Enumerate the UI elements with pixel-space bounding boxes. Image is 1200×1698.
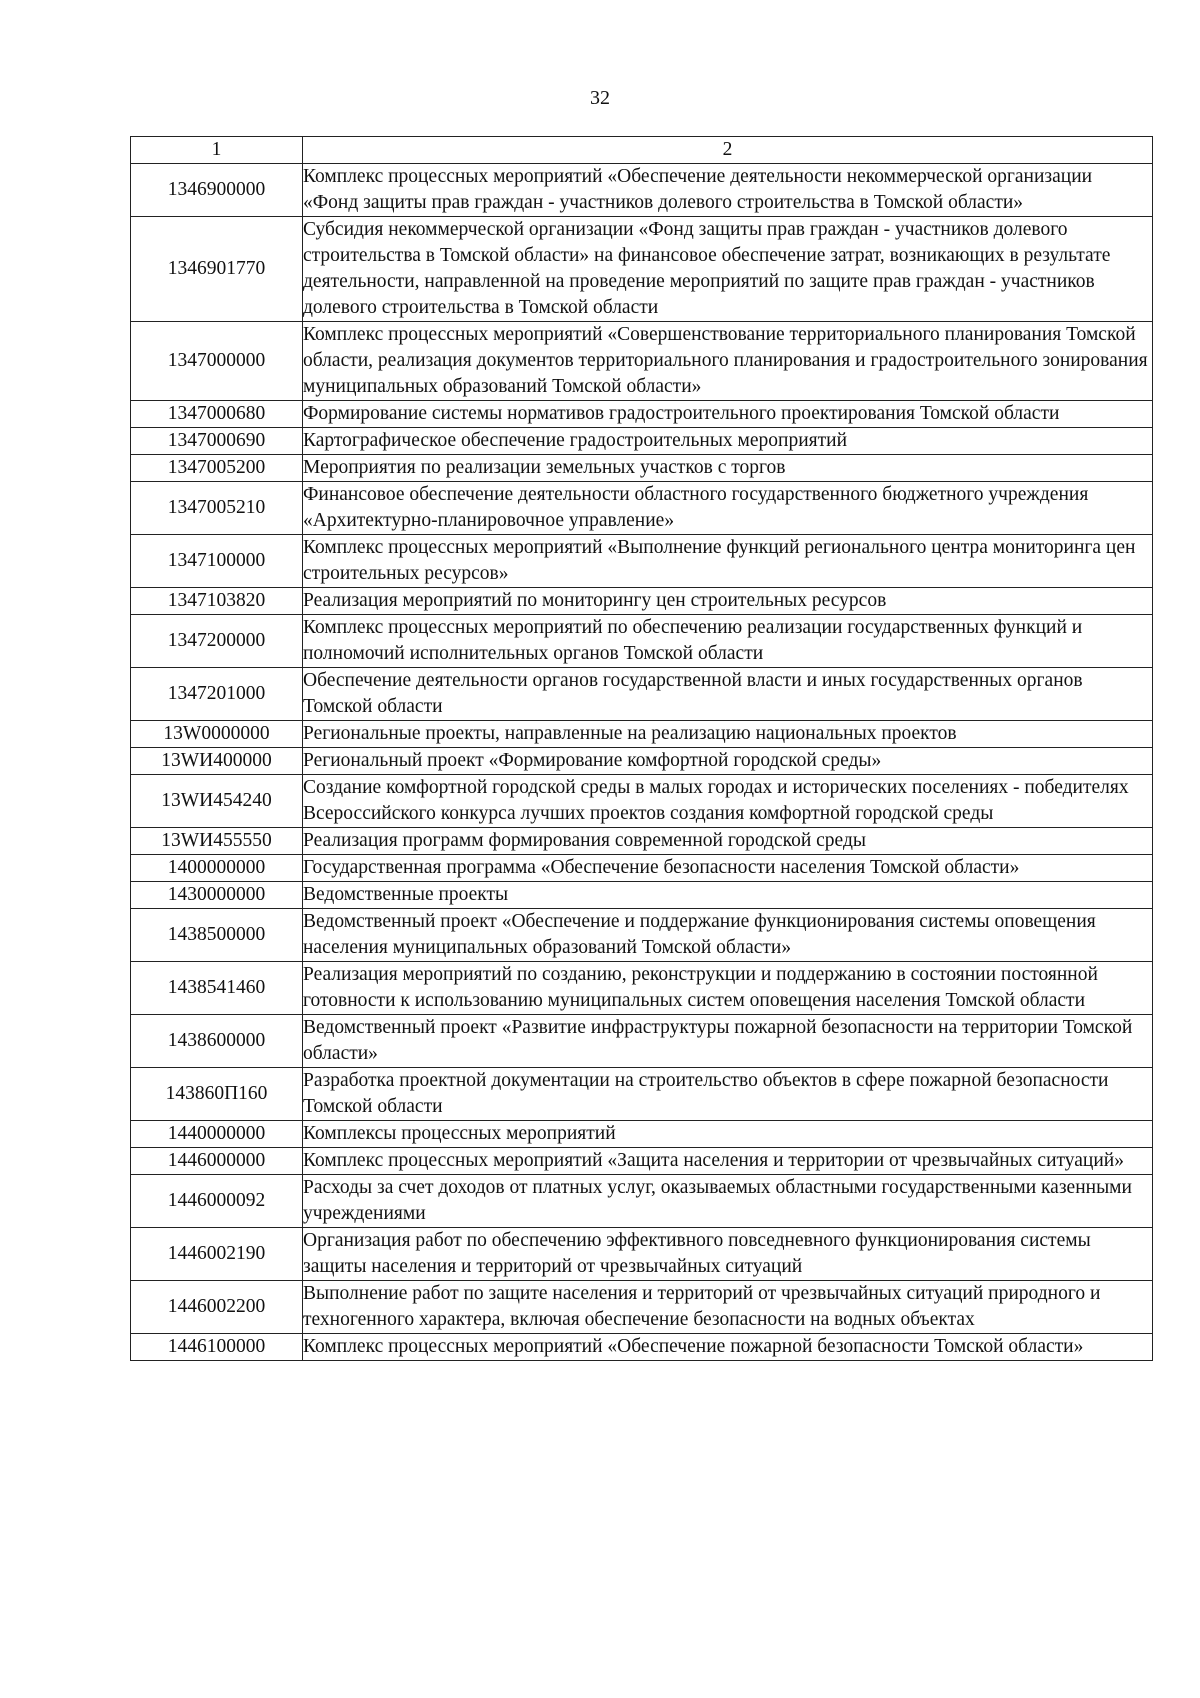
- table-row: [131, 428, 1153, 455]
- row-code: 13W0000000: [131, 721, 303, 748]
- row-description: Организация работ по обеспечению эффективного повседневного функционирования системы защиты населения и территорий от чрезвычайных ситуаций: [303, 1228, 1153, 1281]
- row-code: 1440000000: [131, 1121, 303, 1148]
- table-body: [131, 164, 1153, 1361]
- row-code: 1347100000: [131, 535, 303, 588]
- row-code: 1446100000: [131, 1334, 303, 1361]
- table-row: [131, 1175, 1153, 1228]
- row-code: 1446002190: [131, 1228, 303, 1281]
- table-row: [131, 535, 1153, 588]
- table-row: [131, 217, 1153, 322]
- row-code: 1347201000: [131, 668, 303, 721]
- row-description: Комплекс процессных мероприятий «Выполнение функций регионального центра мониторинга цен строительных ресурсов»: [303, 535, 1153, 588]
- row-code: 1438541460: [131, 962, 303, 1015]
- row-description: Разработка проектной документации на строительство объектов в сфере пожарной безопасности Томской области: [303, 1068, 1153, 1121]
- page-number: 32: [590, 87, 610, 109]
- table-row: [131, 615, 1153, 668]
- table-row: [131, 775, 1153, 828]
- table-header: [131, 137, 1153, 164]
- row-code: 13WИ455550: [131, 828, 303, 855]
- table-row: [131, 962, 1153, 1015]
- row-code: 13WИ454240: [131, 775, 303, 828]
- row-description: Государственная программа «Обеспечение безопасности населения Томской области»: [303, 855, 1153, 882]
- row-description: Ведомственный проект «Развитие инфраструктуры пожарной безопасности на территории Томской области»: [303, 1015, 1153, 1068]
- row-description: Обеспечение деятельности органов государственной власти и иных государственных органов Томской области: [303, 668, 1153, 721]
- table-row: [131, 401, 1153, 428]
- table-row: [131, 1228, 1153, 1281]
- row-description: Реализация программ формирования современной городской среды: [303, 828, 1153, 855]
- column-header-code: 1: [131, 137, 303, 164]
- table-row: [131, 882, 1153, 909]
- table-row: [131, 588, 1153, 615]
- row-description: Субсидия некоммерческой организации «Фонд защиты прав граждан - участников долевого строительства в Томской области» на финансовое обеспечение затрат, возникающих в результате деятельности, направленной на проведение мероприятий по защите прав граждан - участников долевого строительства в Томской области: [303, 217, 1153, 322]
- table-row: [131, 1015, 1153, 1068]
- row-description: Ведомственный проект «Обеспечение и поддержание функционирования системы оповещения населения муниципальных образований Томской области»: [303, 909, 1153, 962]
- row-code: 13WИ400000: [131, 748, 303, 775]
- table-row: [131, 1334, 1153, 1361]
- table-row: [131, 721, 1153, 748]
- row-description: Картографическое обеспечение градостроительных мероприятий: [303, 428, 1153, 455]
- table-row: [131, 482, 1153, 535]
- row-description: Выполнение работ по защите населения и территорий от чрезвычайных ситуаций природного и техногенного характера, включая обеспечение безопасности на водных объектах: [303, 1281, 1153, 1334]
- row-description: Расходы за счет доходов от платных услуг, оказываемых областными государственными казенными учреждениями: [303, 1175, 1153, 1228]
- row-code: 1438600000: [131, 1015, 303, 1068]
- row-code: 1347005210: [131, 482, 303, 535]
- row-description: Реализация мероприятий по мониторингу цен строительных ресурсов: [303, 588, 1153, 615]
- row-description: Комплексы процессных мероприятий: [303, 1121, 1153, 1148]
- row-code: 1347103820: [131, 588, 303, 615]
- table-row: [131, 828, 1153, 855]
- row-code: 1446000000: [131, 1148, 303, 1175]
- table-row: [131, 748, 1153, 775]
- row-code: 1438500000: [131, 909, 303, 962]
- row-description: Финансовое обеспечение деятельности областного государственного бюджетного учреждения «Архитектурно-планировочное управление»: [303, 482, 1153, 535]
- row-code: 1347005200: [131, 455, 303, 482]
- row-description: Региональный проект «Формирование комфортной городской среды»: [303, 748, 1153, 775]
- row-description: Создание комфортной городской среды в малых городах и исторических поселениях - победителях Всероссийского конкурса лучших проектов создания комфортной городской среды: [303, 775, 1153, 828]
- row-description: Комплекс процессных мероприятий «Совершенствование территориального планирования Томской области, реализация документов территориального планирования и градостроительного зонирования муниципальных образований Томской области»: [303, 322, 1153, 401]
- table-row: [131, 322, 1153, 401]
- table-row: [131, 455, 1153, 482]
- row-description: Формирование системы нормативов градостроительного проектирования Томской области: [303, 401, 1153, 428]
- table-row: [131, 855, 1153, 882]
- column-header-description: 2: [303, 137, 1153, 164]
- row-code: 1346901770: [131, 217, 303, 322]
- row-description: Ведомственные проекты: [303, 882, 1153, 909]
- row-code: 1347200000: [131, 615, 303, 668]
- classification-table: [130, 136, 1153, 1361]
- row-code: 1430000000: [131, 882, 303, 909]
- table-row: [131, 909, 1153, 962]
- table-row: [131, 1121, 1153, 1148]
- row-code: 1446002200: [131, 1281, 303, 1334]
- row-description: Комплекс процессных мероприятий «Защита населения и территории от чрезвычайных ситуаций»: [303, 1148, 1153, 1175]
- row-code: 1347000690: [131, 428, 303, 455]
- table-row: [131, 1281, 1153, 1334]
- header-row: [131, 137, 1153, 164]
- row-code: 1346900000: [131, 164, 303, 217]
- table-row: [131, 164, 1153, 217]
- row-code: 1347000000: [131, 322, 303, 401]
- table-row: [131, 668, 1153, 721]
- row-code: 1446000092: [131, 1175, 303, 1228]
- row-code: 1400000000: [131, 855, 303, 882]
- row-description: Мероприятия по реализации земельных участков с торгов: [303, 455, 1153, 482]
- row-code: 1347000680: [131, 401, 303, 428]
- row-description: Комплекс процессных мероприятий «Обеспечение деятельности некоммерческой организации «Фонд защиты прав граждан - участников долевого строительства в Томской области»: [303, 164, 1153, 217]
- row-description: Реализация мероприятий по созданию, реконструкции и поддержанию в состоянии постоянной готовности к использованию муниципальных систем оповещения населения Томской области: [303, 962, 1153, 1015]
- row-description: Региональные проекты, направленные на реализацию национальных проектов: [303, 721, 1153, 748]
- row-description: Комплекс процессных мероприятий по обеспечению реализации государственных функций и полномочий исполнительных органов Томской области: [303, 615, 1153, 668]
- table-row: [131, 1148, 1153, 1175]
- table-row: [131, 1068, 1153, 1121]
- row-code: 143860П160: [131, 1068, 303, 1121]
- row-description: Комплекс процессных мероприятий «Обеспечение пожарной безопасности Томской области»: [303, 1334, 1153, 1361]
